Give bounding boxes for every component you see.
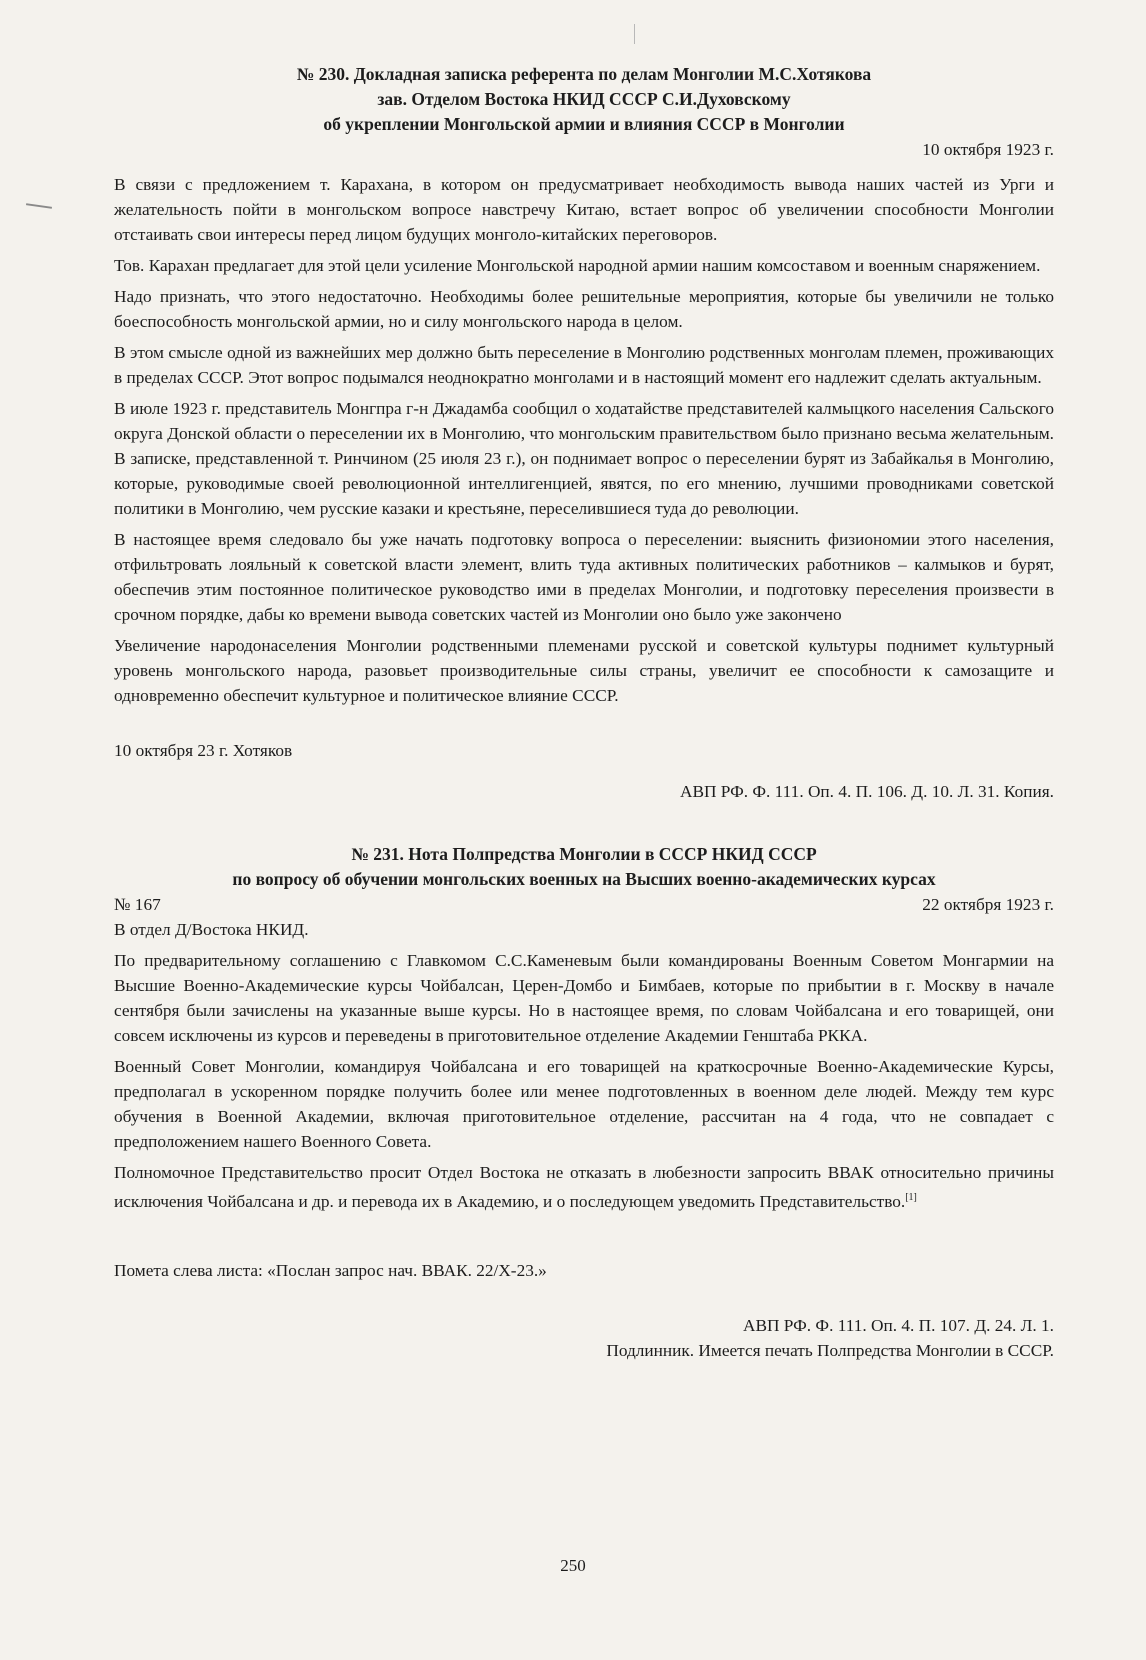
doc231-paragraph: По предварительному соглашению с Главкомом С.С.Каменевым были командированы Военным Советом Монгармии на Высшие Военно-Академические курсы Чойбалсан, Церен-Домбо и Бимбаев, которые по прибытии в г. Москву в начале сентября были зачислены на указанные выше курсы. Но в настоящее время, по словам Чойбалсана и его товарищей, они совсем исключены из курсов и переведены в приготовительное отделение Академии Генштаба РККА.	[114, 951, 1054, 1045]
footnote-marker: [1]	[905, 1192, 917, 1203]
scan-artifact-mark	[26, 203, 52, 209]
doc230-paragraph: Тов. Карахан предлагает для этой цели усиление Монгольской народной армии нашим комсоставом и военным снаряжением.	[114, 256, 1041, 275]
doc230-title-line-1: № 230. Докладная записка референта по делам Монголии М.С.Хотякова	[296, 64, 872, 84]
doc230-paragraph: В настоящее время следовало бы уже начать подготовку вопроса о переселении: выяснить физиономии этого населения, отфильтровать лояльный к советской власти элемент, влить туда активных политических работников – калмыков и бурят, обеспечив этим постоянное политическое руководство ими в пределах Монголии, и подготовку переселения произвести в срочном порядке, дабы ко времени вывода советских частей из Монголии оно было уже закончено	[114, 530, 1054, 624]
doc231-paragraph-last	[114, 1160, 1054, 1214]
doc231-archive-source: АВП РФ. Ф. 111. Оп. 4. П. 107. Д. 24. Л. 1.	[743, 1315, 1054, 1335]
doc231-paragraph-text: Полномочное Представительство просит Отдел Востока не отказать в любезности запросить ВВАК относительно причины исключения Чойбалсана и др. и перевода их в Академию, и о последующем уведомить Представительство.	[114, 1163, 1054, 1211]
doc231-addressee: В отдел Д/Востока НКИД.	[114, 920, 309, 939]
doc230-paragraph: Надо признать, что этого недостаточно. Необходимы более решительные мероприятия, которые бы увеличили не только боеспособность монгольской армии, но и силу монгольского народа в целом.	[114, 287, 1054, 331]
page-number: 250	[560, 1556, 586, 1575]
doc230-title-line-2: зав. Отделом Востока НКИД СССР С.И.Духовскому	[377, 89, 791, 109]
doc230-date: 10 октября 1923 г.	[922, 140, 1054, 159]
scan-artifact-line	[634, 24, 635, 44]
document-231	[114, 842, 1054, 1363]
doc230-title-line-3: об укреплении Монгольской армии и влияния СССР в Монголии	[323, 114, 845, 134]
doc230-signature: 10 октября 23 г. Хотяков	[114, 741, 293, 760]
doc231-margin-note: Помета слева листа: «Послан запрос нач. ВВАК. 22/X-23.»	[114, 1260, 547, 1280]
page-content	[114, 62, 1054, 1363]
doc231-title-line-2: по вопросу об обучении монгольских военных на Высших военно-академических курсах	[232, 869, 936, 889]
doc231-date: 22 октября 1923 г.	[922, 895, 1054, 914]
doc231-number-date-row	[114, 892, 1054, 917]
doc230-paragraph: Увеличение народонаселения Монголии родственными племенами русской и советской культуры поднимет культурный уровень монгольского народа, разовьет производительные силы страны, увеличит ее способности к самозащите и одновременно обеспечит культурное и политическое влияние СССР.	[114, 636, 1054, 705]
doc230-paragraph: В связи с предложением т. Карахана, в котором он предусматривает необходимость вывода наших частей из Урги и желательность пойти в монгольском вопросе навстречу Китаю, встает вопрос об увеличении способности Монголии отстаивать свои интересы перед лицом будущих монголо-китайских переговоров.	[114, 175, 1054, 244]
doc231-title-line-1: № 231. Нота Полпредства Монголии в СССР НКИД СССР	[351, 844, 817, 864]
doc230-archive-source: АВП РФ. Ф. 111. Оп. 4. П. 106. Д. 10. Л. 31. Копия.	[679, 782, 1054, 801]
doc230-paragraph: В этом смысле одной из важнейших мер должно быть переселение в Монголию родственных монголам племен, проживающих в пределах СССР. Этот вопрос подымался неоднократно монголами и в настоящий момент его надлежит сделать актуальным.	[114, 343, 1054, 387]
doc231-source-note: Подлинник. Имеется печать Полпредства Монголии в СССР.	[606, 1340, 1054, 1360]
doc231-number: № 167	[114, 895, 161, 914]
doc230-paragraph: В июле 1923 г. представитель Монгпра г-н Джадамба сообщил о ходатайстве представителей калмыцкого населения Сальского округа Донской области о переселении их в Монголию, что монгольским правительством было признано весьма желательным. В записке, представленной т. Ринчином (25 июля 23 г.), он поднимает вопрос о переселении бурят из Забайкалья в Монголию, которые, руководимые своей революционной интеллигенцией, явятся, по его мнению, лучшими проводниками советской политики в Монголию, чем русские казаки и крестьяне, переселившиеся туда до революции.	[114, 399, 1054, 518]
doc231-paragraph: Военный Совет Монголии, командируя Чойбалсана и его товарищей на краткосрочные Военно-Академические Курсы, предполагал в ускоренном порядке получить более или менее подготовленных в военном деле людей. Между тем курс обучения в Военной Академии, включая приготовительное отделение, рассчитан на 4 года, что не совпадает с предположением нашего Военного Совета.	[114, 1057, 1054, 1151]
document-230	[114, 62, 1054, 804]
